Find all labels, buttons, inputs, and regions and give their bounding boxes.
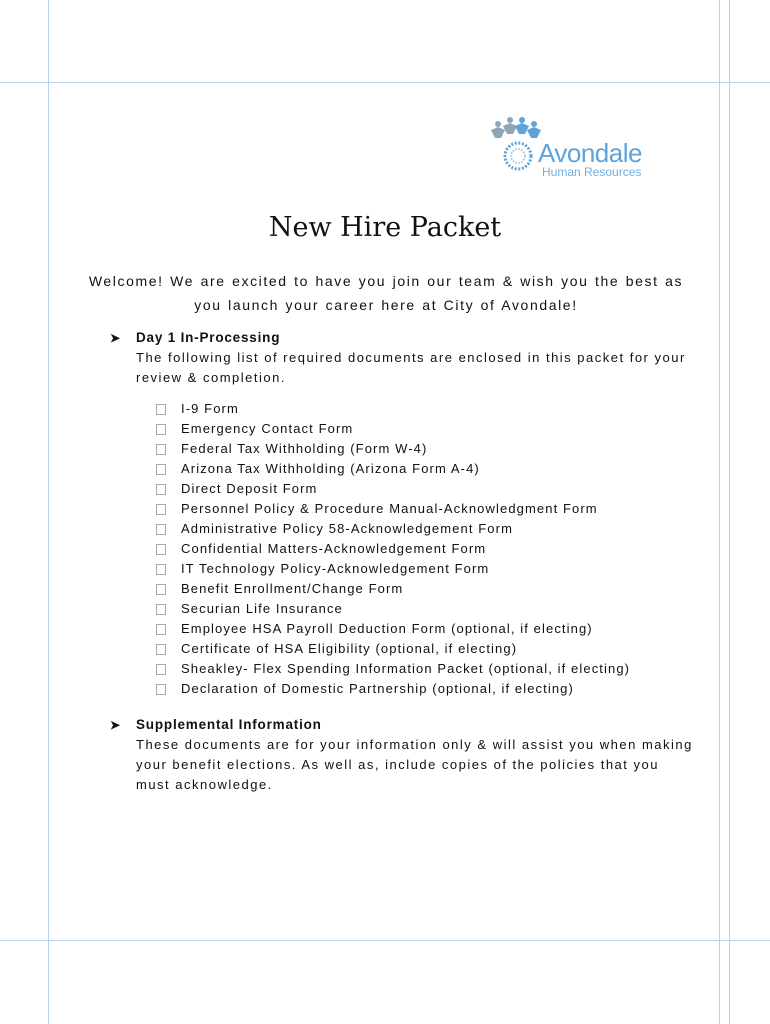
list-item [156,519,630,539]
checkbox-icon [156,484,166,495]
list-item [156,439,630,459]
list-item-label: Confidential Matters-Acknowledgement Form [181,541,487,556]
list-item-label: Emergency Contact Form [181,421,354,436]
checkbox-icon [156,624,166,635]
section-description: These documents are for your information only & will assist you when making your benefit elections. As well as, include copies of the policies that you must acknowledge. [136,737,693,792]
checkbox-icon [156,584,166,595]
list-item [156,659,630,679]
list-item-label: Securian Life Insurance [181,601,343,616]
checkbox-icon [156,404,166,415]
margin-guide-top [0,82,770,83]
checkbox-icon [156,684,166,695]
margin-guide-bottom [0,940,770,941]
checkbox-icon [156,524,166,535]
list-item [156,679,630,699]
list-item [156,599,630,619]
list-item [156,479,630,499]
checkbox-icon [156,604,166,615]
section-description: The following list of required documents are enclosed in this packet for your review & completion. [136,350,686,385]
margin-guide-left [48,0,49,1024]
section-heading [106,715,696,735]
list-item-label: Sheakley- Flex Spending Information Packet (optional, if electing) [181,661,631,676]
list-item [156,539,630,559]
list-item [156,459,630,479]
list-item-label: Direct Deposit Form [181,481,318,496]
required-documents-list [156,399,630,699]
list-item [156,579,630,599]
document-title: New Hire Packet [268,212,502,243]
list-item-label: Federal Tax Withholding (Form W-4) [181,441,428,456]
margin-guide-right-outer [729,0,730,1024]
list-item-label: Personnel Policy & Procedure Manual-Acknowledgment Form [181,501,598,516]
checkbox-icon [156,464,166,475]
welcome-text: Welcome! We are excited to have you join our team & wish you the best as you launch your career here at City of Avondale! [88,273,684,313]
list-item [156,559,630,579]
checkbox-icon [156,504,166,515]
section-heading-text: Supplemental Information [136,717,322,732]
list-item-label: Employee HSA Payroll Deduction Form (optional, if electing) [181,621,593,636]
list-item-label: Administrative Policy 58-Acknowledgement Form [181,521,513,536]
section-supplemental [106,715,696,795]
list-item [156,499,630,519]
checkbox-icon [156,544,166,555]
list-item [156,619,630,639]
margin-guide-right [719,0,720,1024]
list-item-label: I-9 Form [181,401,239,416]
checkbox-icon [156,444,166,455]
list-item-label: Certificate of HSA Eligibility (optional, if electing) [181,641,518,656]
checkbox-icon [156,664,166,675]
logo-name: Avondale [538,138,642,168]
section-day1 [106,328,696,388]
list-item-label: Declaration of Domestic Partnership (optional, if electing) [181,681,574,696]
section-heading-text: Day 1 In-Processing [136,330,281,345]
list-item [156,639,630,659]
logo-subtitle: Human Resources [542,165,642,179]
checkbox-icon [156,424,166,435]
arrow-bullet-icon: ➤ [110,718,121,732]
section-heading [106,328,696,348]
list-item-label: Arizona Tax Withholding (Arizona Form A-4) [181,461,480,476]
list-item-label: IT Technology Policy-Acknowledgement Form [181,561,490,576]
checkbox-icon [156,564,166,575]
list-item-label: Benefit Enrollment/Change Form [181,581,404,596]
list-item [156,419,630,439]
list-item [156,399,630,419]
arrow-bullet-icon: ➤ [110,331,121,345]
checkbox-icon [156,644,166,655]
